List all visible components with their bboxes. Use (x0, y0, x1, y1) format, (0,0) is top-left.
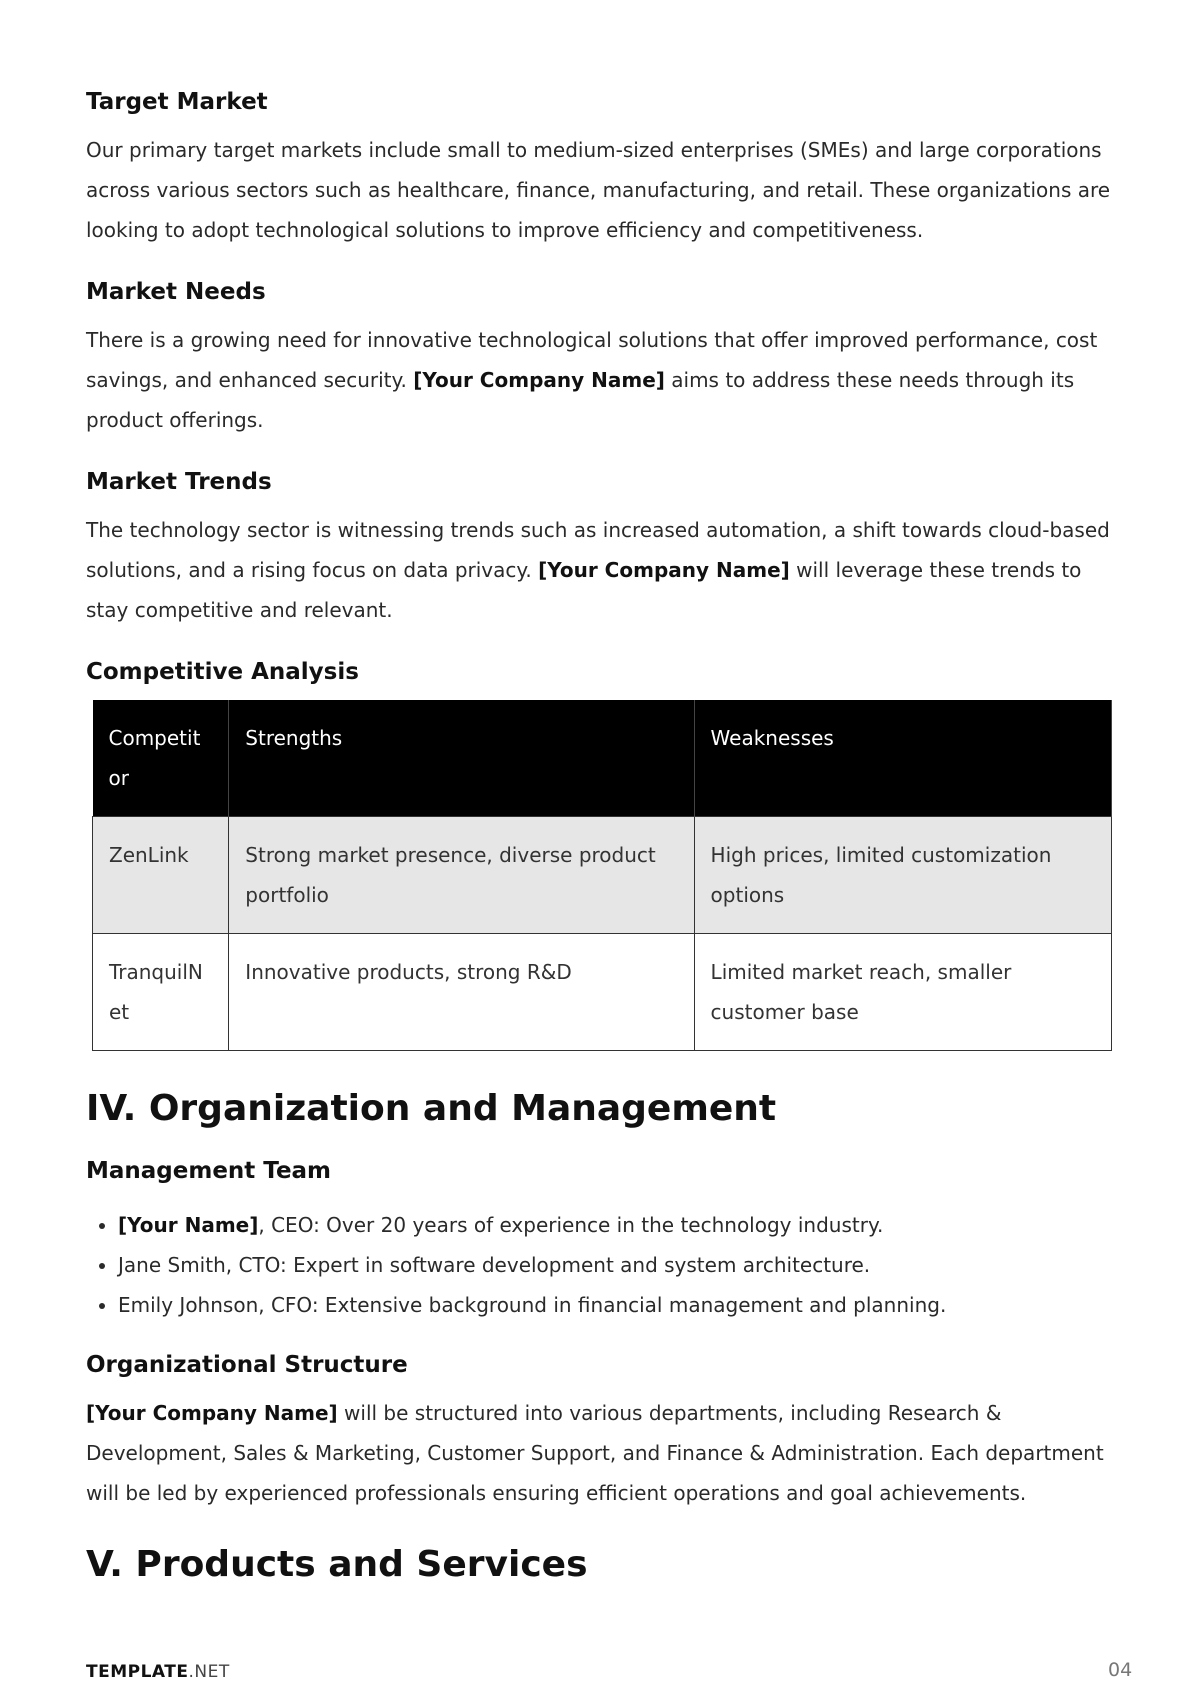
section-title-products-services: V. Products and Services (86, 1544, 588, 1585)
brand-logo-suffix: .NET (188, 1662, 230, 1682)
column-header-weaknesses: Weaknesses (694, 700, 1111, 817)
market-trends-paragraph (86, 510, 1116, 630)
section-heading-management-team: Management Team (86, 1158, 332, 1184)
section-heading-organizational-structure: Organizational Structure (86, 1352, 408, 1378)
team-member-description: Emily Johnson, CFO: Extensive background in financial management and planning. (118, 1293, 947, 1317)
organizational-structure-text: will be structured into various departments, including Research & Development, Sales & Marketing, Customer Support, and Finance & Administration. Each department will be led by experienced professionals ensuring efficient operations and goal achievements. (86, 1401, 1104, 1505)
table-header-row (93, 700, 1112, 817)
cell-competitor: ZenLink (93, 817, 229, 934)
management-team-list (86, 1205, 1116, 1325)
section-heading-target-market: Target Market (86, 89, 268, 115)
cell-strengths: Strong market presence, diverse product portfolio (229, 817, 694, 934)
team-member-name: [Your Name] (118, 1213, 259, 1237)
competitive-analysis-table (92, 700, 1112, 1051)
market-trends-text-1: The technology sector is witnessing trends such as increased automation, a shift towards cloud-based solutions, and a rising focus on data privacy. (86, 518, 1110, 582)
list-item (118, 1205, 1116, 1245)
section-heading-market-needs: Market Needs (86, 279, 266, 305)
page-number: 04 (1108, 1659, 1133, 1681)
market-needs-text-1: There is a growing need for innovative technological solutions that offer improved performance, cost savings, and enhanced security. (86, 328, 1098, 392)
list-item (118, 1285, 1116, 1325)
company-name-placeholder: [Your Company Name] (86, 1401, 338, 1425)
target-market-paragraph: Our primary target markets include small to medium-sized enterprises (SMEs) and large corporations across various sectors such as healthcare, finance, manufacturing, and retail. These organizations are looking to adopt technological solutions to improve efficiency and competitiveness. (86, 138, 1111, 242)
team-member-description: Jane Smith, CTO: Expert in software development and system architecture. (118, 1253, 871, 1277)
table-row (93, 817, 1112, 934)
market-needs-text-2: aims to address these needs through its product offerings. (86, 368, 1075, 432)
team-member-description: , CEO: Over 20 years of experience in the technology industry. (258, 1213, 884, 1237)
brand-logo (86, 1662, 230, 1682)
company-name-placeholder: [Your Company Name] (413, 368, 665, 392)
list-item (118, 1245, 1116, 1285)
section-title-organization-management: IV. Organization and Management (86, 1088, 777, 1129)
section-heading-competitive-analysis: Competitive Analysis (86, 659, 359, 685)
document-page (86, 86, 1116, 1589)
organizational-structure-paragraph (86, 1393, 1116, 1513)
company-name-placeholder: [Your Company Name] (538, 558, 790, 582)
cell-weaknesses: Limited market reach, smaller customer base (694, 934, 1111, 1051)
section-heading-market-trends: Market Trends (86, 469, 272, 495)
column-header-competitor: Competitor (93, 700, 229, 817)
cell-weaknesses: High prices, limited customization options (694, 817, 1111, 934)
column-header-strengths: Strengths (229, 700, 694, 817)
table-row (93, 934, 1112, 1051)
cell-strengths: Innovative products, strong R&D (229, 934, 694, 1051)
brand-logo-bold: TEMPLATE (86, 1662, 189, 1682)
market-trends-text-2: will leverage these trends to stay competitive and relevant. (86, 558, 1082, 622)
cell-competitor: TranquilNet (93, 934, 229, 1051)
market-needs-paragraph (86, 320, 1116, 440)
